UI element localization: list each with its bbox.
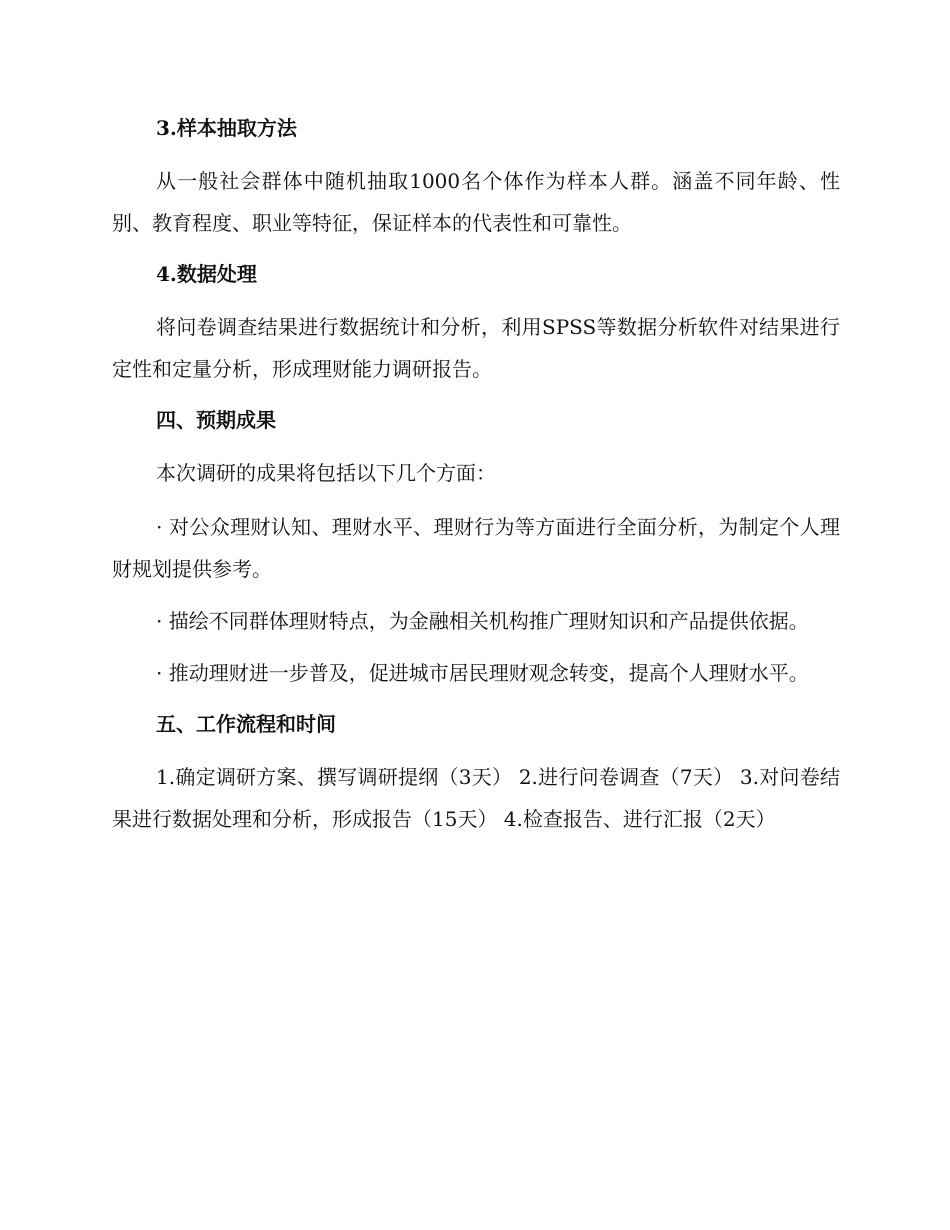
paragraph-expected-intro: 本次调研的成果将包括以下几个方面： — [156, 461, 496, 485]
bullet-item-popularization: · 推动理财进一步普及，促进城市居民理财观念转变，提高个人理财水平。 — [156, 661, 809, 685]
document-body — [112, 108, 840, 850]
section-heading-expected-results: 四、预期成果 — [156, 408, 276, 432]
bullet-item-analysis: · 对公众理财认知、理财水平、理财行为等方面进行全面分析，为制定个人理财规划提供参考。 — [112, 515, 840, 581]
paragraph-sampling: 从一般社会群体中随机抽取1000名个体作为样本人群。涵盖不同年龄、性别、教育程度、职业等特征，保证样本的代表性和可靠性。 — [112, 169, 840, 235]
section-heading-sampling: 3.样本抽取方法 — [156, 116, 297, 140]
bullet-item-group-features: · 描绘不同群体理财特点，为金融相关机构推广理财知识和产品提供依据。 — [156, 609, 809, 633]
section-heading-data-processing: 4.数据处理 — [156, 262, 257, 286]
paragraph-workflow: 1.确定调研方案、撰写调研提纲（3天） 2.进行问卷调查（7天） 3.对问卷结果进行数据处理和分析，形成报告（15天） 4.检查报告、进行汇报（2天） — [112, 765, 840, 831]
paragraph-data-processing: 将问卷调查结果进行数据统计和分析，利用SPSS等数据分析软件对结果进行定性和定量分析，形成理财能力调研报告。 — [112, 315, 840, 381]
section-heading-workflow: 五、工作流程和时间 — [156, 712, 336, 736]
